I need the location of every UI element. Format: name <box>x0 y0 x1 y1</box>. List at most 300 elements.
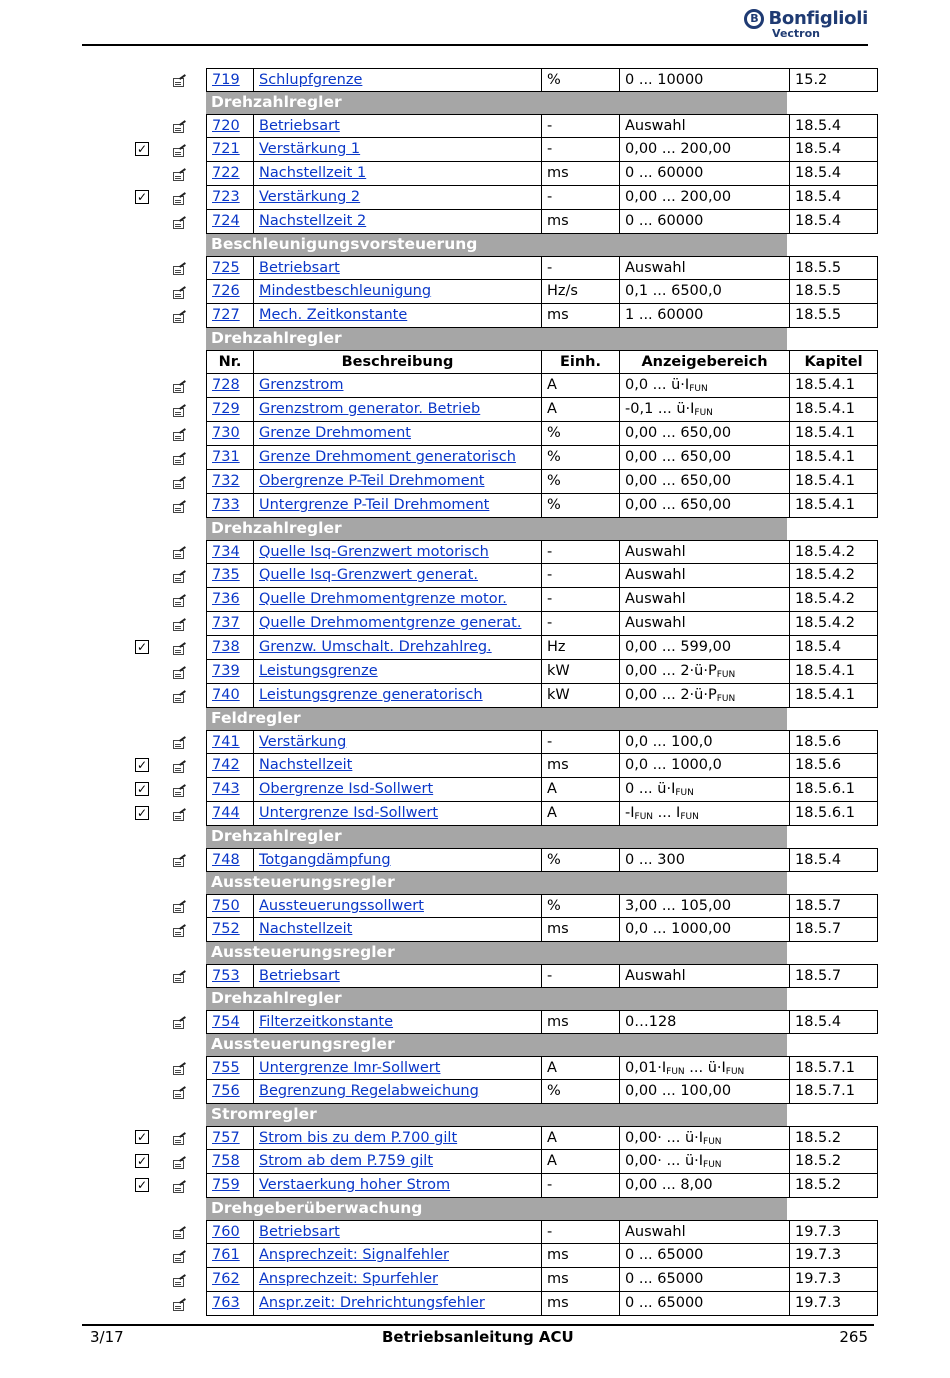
param-number-cell <box>206 918 254 942</box>
table-row <box>0 1056 950 1080</box>
param-number-link[interactable]: 752 <box>212 921 240 937</box>
param-chapter-cell: 18.5.4 <box>790 114 878 138</box>
param-description-link[interactable]: Filterzeitkonstante <box>259 1014 394 1030</box>
param-number-link[interactable]: 748 <box>212 852 240 868</box>
param-description-cell <box>254 1292 542 1316</box>
range-text: 0 ... ü·I <box>625 781 676 797</box>
param-number-link[interactable]: 737 <box>212 615 240 631</box>
param-description-link[interactable]: Mindestbeschleunigung <box>259 283 432 299</box>
checkmark-icon: ✓ <box>136 142 148 156</box>
range-text: 0 ... 300 <box>625 852 685 868</box>
param-description-link[interactable]: Quelle Isq-Grenzwert generat. <box>259 567 478 583</box>
param-number-cell <box>206 848 254 872</box>
edit-parameter-icon <box>173 668 186 679</box>
param-description-cell <box>254 138 542 162</box>
param-description-link[interactable]: Aussteuerungssollwert <box>259 898 424 914</box>
param-unit-cell: % <box>542 446 620 470</box>
param-description-link[interactable]: Quelle Drehmomentgrenze motor. <box>259 591 507 607</box>
param-range-cell <box>620 68 790 92</box>
range-subscript: FUN <box>703 1137 722 1147</box>
param-range-cell <box>620 1268 790 1292</box>
param-description-cell <box>254 304 542 328</box>
param-unit-cell: ms <box>542 162 620 186</box>
param-number-link[interactable]: 743 <box>212 781 240 797</box>
param-description-cell <box>254 162 542 186</box>
param-range-cell <box>620 894 790 918</box>
param-description-link[interactable]: Strom bis zu dem P.700 gilt <box>259 1130 458 1146</box>
param-chapter-cell: 19.7.3 <box>790 1244 878 1268</box>
param-unit-cell: ms <box>542 210 620 234</box>
param-description-link[interactable]: Betriebsart <box>259 118 340 134</box>
table-row <box>0 422 950 446</box>
param-description-cell <box>254 1126 542 1150</box>
section-title: Aussteuerungsregler <box>206 1034 787 1056</box>
param-number-link[interactable]: 728 <box>212 377 240 393</box>
param-unit-cell: A <box>542 778 620 802</box>
section-title: Feldregler <box>206 708 787 730</box>
param-unit-cell: % <box>542 1080 620 1104</box>
param-description-cell <box>254 256 542 280</box>
param-number-link[interactable]: 761 <box>212 1247 240 1263</box>
param-number-cell <box>206 186 254 210</box>
param-chapter-cell: 18.5.4 <box>790 636 878 660</box>
param-description-cell <box>254 280 542 304</box>
edit-parameter-icon <box>173 1018 186 1029</box>
param-range-cell <box>620 114 790 138</box>
param-description-cell <box>254 1010 542 1034</box>
section-header <box>0 1104 950 1126</box>
range-text: 0,0 ... ü·I <box>625 377 690 393</box>
param-number-link[interactable]: 736 <box>212 591 240 607</box>
param-chapter-cell: 18.5.4 <box>790 210 878 234</box>
param-chapter-cell: 18.5.4.1 <box>790 422 878 446</box>
param-number-link[interactable]: 742 <box>212 757 240 773</box>
section-title: Drehzahlregler <box>206 988 787 1010</box>
param-number-link[interactable]: 729 <box>212 401 240 417</box>
param-description-cell <box>254 802 542 826</box>
param-chapter-cell: 19.7.3 <box>790 1220 878 1244</box>
param-number-link[interactable]: 726 <box>212 283 240 299</box>
param-range-cell <box>620 1220 790 1244</box>
param-number-link[interactable]: 732 <box>212 473 240 489</box>
param-unit-cell: - <box>542 138 620 162</box>
param-number-cell <box>206 894 254 918</box>
edit-parameter-icon <box>173 596 186 607</box>
param-unit-cell: Hz/s <box>542 280 620 304</box>
section-title: Drehzahlregler <box>206 92 787 114</box>
param-description-link[interactable]: Leistungsgrenze <box>259 663 378 679</box>
param-unit-cell: % <box>542 848 620 872</box>
table-row <box>0 446 950 470</box>
edit-parameter-icon <box>173 738 186 749</box>
param-unit-cell: A <box>542 1056 620 1080</box>
section-header <box>0 1034 950 1056</box>
param-description-link[interactable]: Strom ab dem P.759 gilt <box>259 1153 434 1169</box>
range-text: 3,00 ... 105,00 <box>625 898 732 914</box>
param-description-link[interactable]: Nachstellzeit 1 <box>259 165 367 181</box>
param-unit-cell: kW <box>542 660 620 684</box>
param-unit-cell: A <box>542 1126 620 1150</box>
param-unit-cell: A <box>542 398 620 422</box>
param-range-cell <box>620 730 790 754</box>
edit-parameter-icon <box>173 312 186 323</box>
range-text: -I <box>625 805 635 821</box>
param-number-link[interactable]: 741 <box>212 734 240 750</box>
param-number-cell <box>206 304 254 328</box>
param-description-cell <box>254 660 542 684</box>
param-description-link[interactable]: Quelle Drehmomentgrenze generat. <box>259 615 522 631</box>
table-row <box>0 778 950 802</box>
range-text: 1 ... 60000 <box>625 307 704 323</box>
checkmark-icon: ✓ <box>136 758 148 772</box>
param-description-link[interactable]: Ansprechzeit: Spurfehler <box>259 1271 439 1287</box>
param-range-cell <box>620 422 790 446</box>
param-number-link[interactable]: 759 <box>212 1177 240 1193</box>
edit-parameter-icon <box>173 902 186 913</box>
checkmark-icon: ✓ <box>136 190 148 204</box>
param-description-link[interactable]: Betriebsart <box>259 1224 340 1240</box>
param-range-cell <box>620 470 790 494</box>
param-number-link[interactable]: 760 <box>212 1224 240 1240</box>
param-description-link[interactable]: Verstärkung 2 <box>259 189 361 205</box>
param-number-cell <box>206 1244 254 1268</box>
param-description-cell <box>254 894 542 918</box>
table-row <box>0 494 950 518</box>
table-row <box>0 1010 950 1034</box>
param-description-cell <box>254 754 542 778</box>
param-description-cell <box>254 494 542 518</box>
param-number-link[interactable]: 725 <box>212 260 240 276</box>
param-description-link[interactable]: Schlupfgrenze <box>259 72 363 88</box>
param-number-cell <box>206 1292 254 1316</box>
param-range-cell <box>620 1150 790 1174</box>
param-chapter-cell: 18.5.6 <box>790 754 878 778</box>
param-description-cell <box>254 1150 542 1174</box>
param-description-link[interactable]: Grenzstrom generator. Betrieb <box>259 401 481 417</box>
param-unit-cell: Hz <box>542 636 620 660</box>
edit-parameter-icon <box>173 170 186 181</box>
param-unit-cell: A <box>542 802 620 826</box>
range-tail-text: ... ü·I <box>684 1060 726 1076</box>
checkmark-icon: ✓ <box>136 1130 148 1144</box>
param-number-link[interactable]: 734 <box>212 544 240 560</box>
section-title: Drehzahlregler <box>206 826 787 848</box>
param-number-link[interactable]: 727 <box>212 307 240 323</box>
param-number-link[interactable]: 750 <box>212 898 240 914</box>
table-row <box>0 754 950 778</box>
table-row <box>0 186 950 210</box>
param-range-cell <box>620 374 790 398</box>
param-number-link[interactable]: 763 <box>212 1295 240 1311</box>
param-description-link[interactable]: Nachstellzeit <box>259 921 353 937</box>
param-range-cell <box>620 304 790 328</box>
param-description-link[interactable]: Verstärkung 1 <box>259 141 361 157</box>
param-number-link[interactable]: 762 <box>212 1271 240 1287</box>
footer-title: Betriebsanleitung ACU <box>382 1328 574 1346</box>
param-chapter-cell: 18.5.4 <box>790 138 878 162</box>
table-row <box>0 256 950 280</box>
param-description-link[interactable]: Nachstellzeit <box>259 757 353 773</box>
checkmark-icon: ✓ <box>136 640 148 654</box>
section-title: Drehzahlregler <box>206 518 787 540</box>
section-title: Beschleunigungsvorsteuerung <box>206 234 787 256</box>
edit-parameter-icon <box>173 572 186 583</box>
param-description-link[interactable]: Grenze Drehmoment <box>259 425 411 441</box>
range-text: 0,00 ... 650,00 <box>625 425 732 441</box>
param-description-link[interactable]: Untergrenze Imr-Sollwert <box>259 1060 441 1076</box>
param-unit-cell: ms <box>542 1010 620 1034</box>
header-rule <box>82 44 868 46</box>
param-description-cell <box>254 1080 542 1104</box>
param-description-link[interactable]: Betriebsart <box>259 968 340 984</box>
param-description-link[interactable]: Betriebsart <box>259 260 340 276</box>
range-text: 0,00 ... 2·ü·P <box>625 663 717 679</box>
param-unit-cell: % <box>542 422 620 446</box>
param-chapter-cell: 18.5.4.1 <box>790 660 878 684</box>
param-description-cell <box>254 374 542 398</box>
param-description-link[interactable]: Leistungsgrenze generatorisch <box>259 687 483 703</box>
table-row <box>0 1244 950 1268</box>
param-chapter-cell: 18.5.4.1 <box>790 446 878 470</box>
param-number-link[interactable]: 756 <box>212 1083 240 1099</box>
edit-parameter-icon <box>173 762 186 773</box>
param-chapter-cell: 18.5.4 <box>790 186 878 210</box>
param-description-cell <box>254 636 542 660</box>
param-description-cell <box>254 612 542 636</box>
param-chapter-cell: 18.5.7.1 <box>790 1056 878 1080</box>
section-header <box>0 92 950 114</box>
param-unit-cell: A <box>542 1150 620 1174</box>
param-number-cell <box>206 1010 254 1034</box>
param-description-link[interactable]: Untergrenze Isd-Sollwert <box>259 805 439 821</box>
param-number-link[interactable]: 731 <box>212 449 240 465</box>
param-number-link[interactable]: 758 <box>212 1153 240 1169</box>
param-description-cell <box>254 848 542 872</box>
param-number-link[interactable]: 755 <box>212 1060 240 1076</box>
param-description-cell <box>254 540 542 564</box>
table-row <box>0 1292 950 1316</box>
range-text: 0 ... 60000 <box>625 165 704 181</box>
edit-parameter-icon <box>173 430 186 441</box>
edit-parameter-icon <box>173 856 186 867</box>
param-number-cell <box>206 1056 254 1080</box>
param-unit-cell: ms <box>542 1268 620 1292</box>
edit-parameter-icon <box>173 502 186 513</box>
section-title: Drehzahlregler <box>206 328 787 350</box>
brand-logo <box>744 8 868 40</box>
param-description-link[interactable]: Ansprechzeit: Signalfehler <box>259 1247 450 1263</box>
param-number-cell <box>206 1174 254 1198</box>
edit-parameter-icon <box>173 1276 186 1287</box>
param-number-cell <box>206 1220 254 1244</box>
param-number-link[interactable]: 738 <box>212 639 240 655</box>
checkmark-icon: ✓ <box>136 1154 148 1168</box>
param-range-cell <box>620 1056 790 1080</box>
param-range-cell <box>620 138 790 162</box>
range-text: Auswahl <box>625 591 686 607</box>
column-header-description: Beschreibung <box>254 350 542 374</box>
param-unit-cell: - <box>542 588 620 612</box>
param-description-link[interactable]: Begrenzung Regelabweichung <box>259 1083 479 1099</box>
param-number-cell <box>206 1080 254 1104</box>
table-row <box>0 280 950 304</box>
param-description-cell <box>254 1244 542 1268</box>
table-row <box>0 68 950 92</box>
param-chapter-cell: 18.5.5 <box>790 304 878 328</box>
param-description-link[interactable]: Obergrenze P-Teil Drehmoment <box>259 473 485 489</box>
param-number-cell <box>206 470 254 494</box>
param-chapter-cell: 18.5.4.1 <box>790 684 878 708</box>
param-range-cell <box>620 398 790 422</box>
table-row <box>0 730 950 754</box>
param-unit-cell: kW <box>542 684 620 708</box>
param-number-cell <box>206 636 254 660</box>
range-text: 0 ... 60000 <box>625 213 704 229</box>
param-description-cell <box>254 564 542 588</box>
range-text: 0,00 ... 2·ü·P <box>625 687 717 703</box>
footer-page-number: 265 <box>839 1328 868 1346</box>
param-description-link[interactable]: Grenzstrom <box>259 377 344 393</box>
range-text: 0 ... 10000 <box>625 72 704 88</box>
param-unit-cell: % <box>542 68 620 92</box>
param-description-link[interactable]: Grenzw. Umschalt. Drehzahlreg. <box>259 639 492 655</box>
param-chapter-cell: 18.5.4.1 <box>790 374 878 398</box>
edit-parameter-icon <box>173 1182 186 1193</box>
edit-parameter-icon <box>173 786 186 797</box>
param-range-cell <box>620 210 790 234</box>
param-number-cell <box>206 802 254 826</box>
param-description-link[interactable]: Verstärkung <box>259 734 347 750</box>
param-unit-cell: - <box>542 612 620 636</box>
param-description-link[interactable]: Mech. Zeitkonstante <box>259 307 408 323</box>
param-chapter-cell: 18.5.6 <box>790 730 878 754</box>
edit-parameter-icon <box>173 76 186 87</box>
param-description-link[interactable]: Grenze Drehmoment generatorisch <box>259 449 516 465</box>
param-chapter-cell: 15.2 <box>790 68 878 92</box>
section-header <box>0 942 950 964</box>
param-number-cell <box>206 494 254 518</box>
range-text: 0,0 ... 1000,00 <box>625 921 732 937</box>
param-unit-cell: - <box>542 564 620 588</box>
checkmark-icon: ✓ <box>136 806 148 820</box>
edit-parameter-icon <box>173 548 186 559</box>
param-unit-cell: - <box>542 114 620 138</box>
param-description-cell <box>254 68 542 92</box>
param-number-link[interactable]: 719 <box>212 72 240 88</box>
param-number-link[interactable]: 744 <box>212 805 240 821</box>
range-subscript: FUN <box>680 812 699 822</box>
param-chapter-cell: 18.5.4.2 <box>790 588 878 612</box>
edit-parameter-icon <box>173 1300 186 1311</box>
param-number-cell <box>206 660 254 684</box>
param-description-cell <box>254 446 542 470</box>
param-description-cell <box>254 778 542 802</box>
range-subscript: FUN <box>634 812 654 822</box>
param-chapter-cell: 18.5.2 <box>790 1174 878 1198</box>
param-range-cell <box>620 778 790 802</box>
edit-parameter-icon <box>173 382 186 393</box>
param-number-link[interactable]: 740 <box>212 687 240 703</box>
param-range-cell <box>620 588 790 612</box>
param-number-link[interactable]: 723 <box>212 189 240 205</box>
section-header <box>0 826 950 848</box>
param-number-link[interactable]: 739 <box>212 663 240 679</box>
table-row <box>0 470 950 494</box>
param-number-link[interactable]: 721 <box>212 141 240 157</box>
param-number-cell <box>206 684 254 708</box>
param-number-cell <box>206 588 254 612</box>
param-description-link[interactable]: Verstaerkung hoher Strom <box>259 1177 451 1193</box>
param-description-link[interactable]: Quelle Isq-Grenzwert motorisch <box>259 544 489 560</box>
range-text: 0,00 ... 650,00 <box>625 473 732 489</box>
param-chapter-cell: 18.5.6.1 <box>790 802 878 826</box>
param-chapter-cell: 18.5.2 <box>790 1126 878 1150</box>
table-row <box>0 848 950 872</box>
param-description-cell <box>254 422 542 446</box>
param-description-link[interactable]: Anspr.zeit: Drehrichtungsfehler <box>259 1295 485 1311</box>
param-number-link[interactable]: 720 <box>212 118 240 134</box>
param-description-cell <box>254 210 542 234</box>
param-chapter-cell: 18.5.5 <box>790 280 878 304</box>
section-title: Aussteuerungsregler <box>206 872 787 894</box>
table-row <box>0 1126 950 1150</box>
param-range-cell <box>620 802 790 826</box>
param-number-link[interactable]: 757 <box>212 1130 240 1146</box>
param-number-link[interactable]: 754 <box>212 1014 240 1030</box>
edit-parameter-icon <box>173 146 186 157</box>
range-text: 0,01·I <box>625 1060 667 1076</box>
table-row <box>0 540 950 564</box>
param-unit-cell: - <box>542 256 620 280</box>
param-number-link[interactable]: 753 <box>212 968 240 984</box>
param-number-link[interactable]: 735 <box>212 567 240 583</box>
param-description-link[interactable]: Nachstellzeit 2 <box>259 213 367 229</box>
param-number-cell <box>206 446 254 470</box>
param-number-cell <box>206 964 254 988</box>
param-unit-cell: - <box>542 730 620 754</box>
param-range-cell <box>620 612 790 636</box>
param-number-link[interactable]: 722 <box>212 165 240 181</box>
table-row <box>0 374 950 398</box>
param-number-link[interactable]: 724 <box>212 213 240 229</box>
table-row <box>0 210 950 234</box>
param-chapter-cell: 19.7.3 <box>790 1292 878 1316</box>
param-unit-cell: - <box>542 186 620 210</box>
table-row <box>0 1080 950 1104</box>
param-unit-cell: ms <box>542 304 620 328</box>
range-text: 0,00· ... ü·I <box>625 1153 704 1169</box>
param-range-cell <box>620 918 790 942</box>
column-header-nr: Nr. <box>206 350 254 374</box>
section-header <box>0 1198 950 1220</box>
param-number-cell <box>206 778 254 802</box>
table-row <box>0 1220 950 1244</box>
param-description-link[interactable]: Obergrenze Isd-Sollwert <box>259 781 434 797</box>
section-header <box>0 328 950 350</box>
range-text: 0,00 ... 8,00 <box>625 1177 713 1193</box>
param-description-cell <box>254 964 542 988</box>
param-description-link[interactable]: Untergrenze P-Teil Drehmoment <box>259 497 490 513</box>
param-number-link[interactable]: 733 <box>212 497 240 513</box>
range-text: 0,00 ... 650,00 <box>625 449 732 465</box>
param-description-link[interactable]: Totgangdämpfung <box>259 852 391 868</box>
param-number-cell <box>206 540 254 564</box>
param-chapter-cell: 18.5.7.1 <box>790 1080 878 1104</box>
param-number-cell <box>206 114 254 138</box>
edit-parameter-icon <box>173 194 186 205</box>
param-unit-cell: ms <box>542 1292 620 1316</box>
param-number-link[interactable]: 730 <box>212 425 240 441</box>
